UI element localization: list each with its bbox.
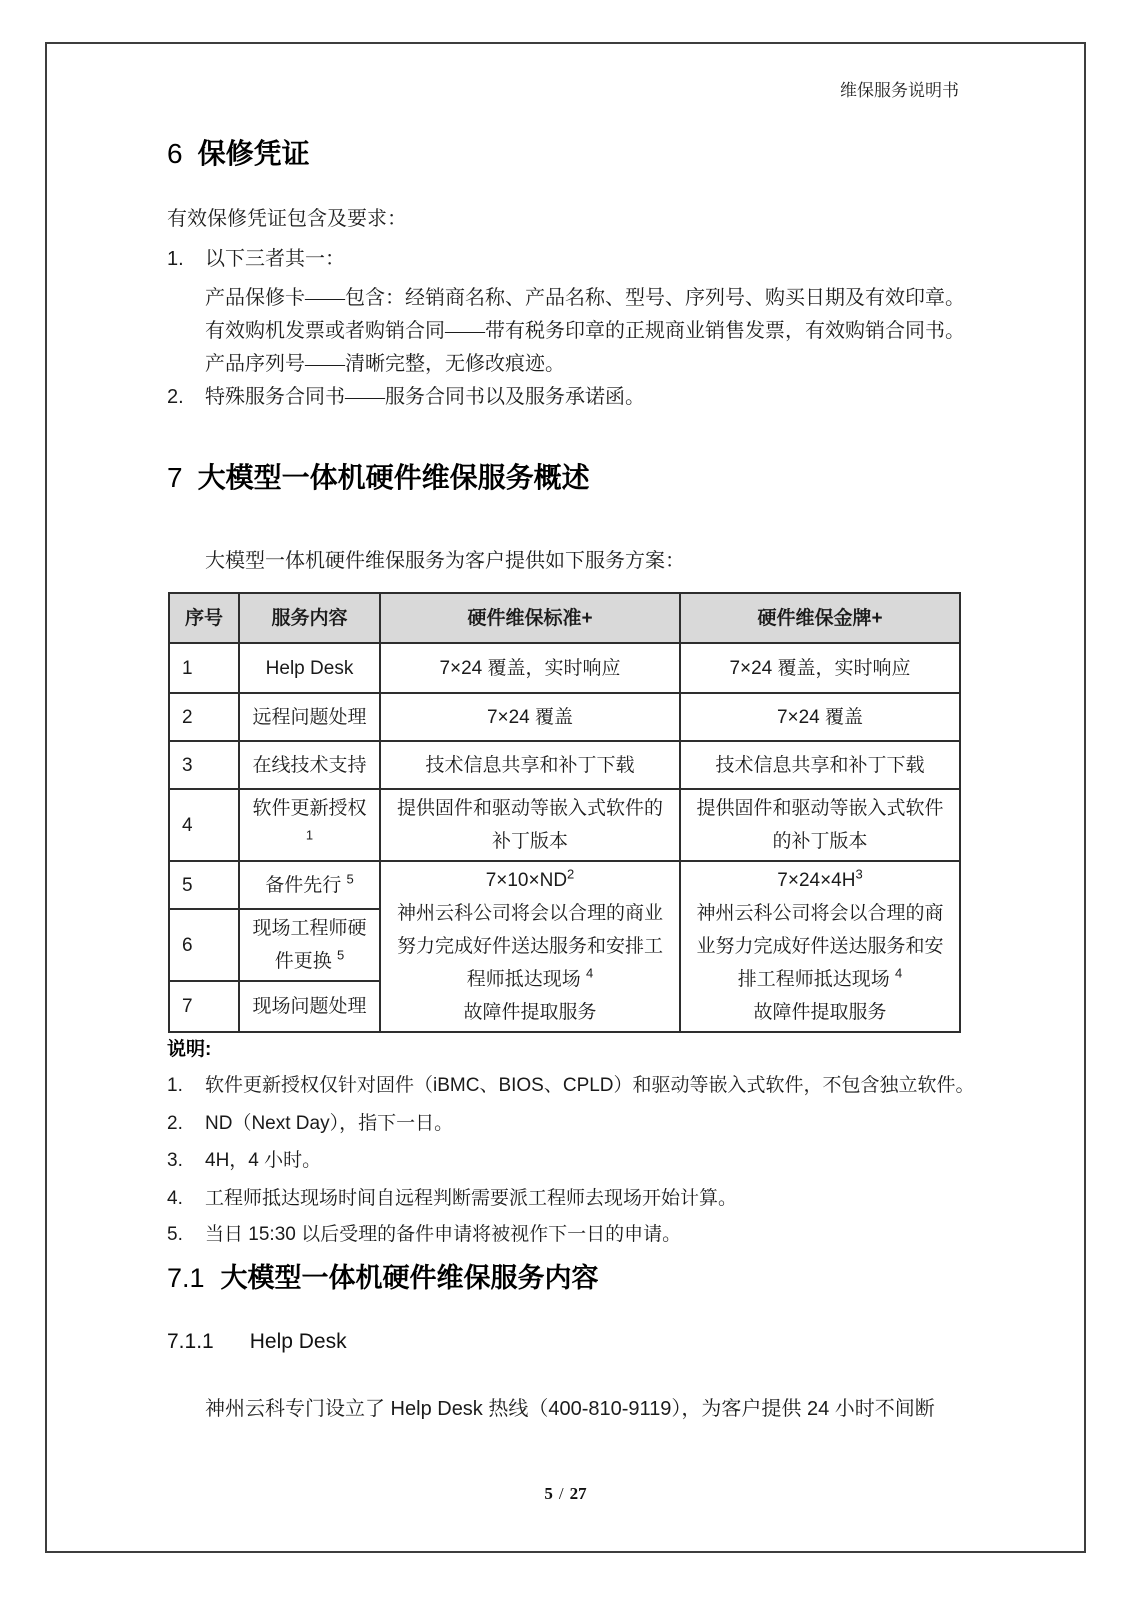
section7-1-1-number: 7.1.1 [167,1330,214,1353]
cell-line: 努力完成好件送达服务和安排工 [396,936,663,957]
section6-title: 保修凭证 [197,138,310,169]
section7-1-1-heading [167,1330,347,1354]
table-row [169,789,960,861]
list-number: 1. [167,248,184,270]
table-row [169,643,960,693]
cell-no: 7 [169,981,239,1032]
section7-1-1-paragraph: 神州云科专门设立了 Help Desk 热线（400-810-9119），为客户提供 24 小时不间断 [205,1398,935,1420]
section6-item-1 [167,242,345,271]
section7-intro: 大模型一体机硬件维保服务为客户提供如下服务方案： [205,550,685,572]
subparagraph-line: 产品保修卡——包含：经销商名称、产品名称、型号、序列号、购买日期及有效印章。 [205,287,965,309]
cell-line: 排工程师抵达现场 [737,969,896,990]
col-header-service: 服务内容 [239,593,380,643]
cell-line: 神州云科公司将会以合理的商 [696,903,944,924]
cell-text: 软件更新授权 [252,798,367,819]
section7-1-1-title: Help Desk [249,1330,347,1353]
cell-line: 补丁版本 [491,831,568,852]
cell-standard: 7×24 覆盖，实时响应 [380,643,680,693]
cell-service [239,789,380,861]
section6-subparagraph [205,282,965,381]
cell-line: 现场工程师硬 [252,918,367,939]
section6-number: 6 [167,138,183,169]
page-header-right: 维保服务说明书 [840,81,959,100]
section7-1-title: 大模型一体机硬件维保服务内容 [220,1263,599,1293]
list-text: 以下三者其一： [205,248,345,270]
footnote-ref: 2 [567,866,575,882]
cell-line: 提供固件和驱动等嵌入式软件的 [396,798,663,819]
section7-number: 7 [167,462,183,493]
cell-service: 在线技术支持 [239,741,380,789]
cell-service: 远程问题处理 [239,693,380,741]
cell-no: 4 [169,789,239,861]
table-row [169,861,960,909]
cell-line: 的补丁版本 [772,831,868,852]
cell-gold: 技术信息共享和补丁下载 [680,741,960,789]
section7-1-heading [167,1256,599,1295]
notes-title: 说明: [167,1039,212,1060]
note-item [167,1145,321,1172]
note-item [167,1183,737,1210]
cell-standard-merged [380,861,680,1032]
note-number: 4. [167,1188,183,1209]
section7-1-number: 7.1 [167,1263,205,1293]
table-row [169,693,960,741]
cell-line: 7×10×ND [485,870,568,891]
footnote-ref: 3 [855,866,863,882]
footnote-ref: 5 [337,947,345,963]
cell-service: Help Desk [239,643,380,693]
cell-line: 业努力完成好件送达服务和安 [696,936,944,957]
section6-intro: 有效保修凭证包含及要求： [167,208,407,230]
cell-line: 程师抵达现场 [466,969,587,990]
page-number: 5 [544,1484,553,1503]
cell-no: 5 [169,861,239,909]
subparagraph-line: 有效购机发票或者购销合同——带有税务印章的正规商业销售发票，有效购销合同书。 [205,320,965,342]
cell-no: 6 [169,909,239,981]
cell-no: 1 [169,643,239,693]
section7-heading [167,456,590,496]
note-item [167,1070,975,1097]
cell-no: 2 [169,693,239,741]
note-text: 4H，4 小时。 [205,1150,322,1171]
cell-no: 3 [169,741,239,789]
section6-item-2 [167,380,645,409]
footnote-ref: 4 [895,965,903,981]
col-header-standard: 硬件维保标准+ [380,593,680,643]
note-text: 当日 15:30 以后受理的备件申请将被视作下一日的申请。 [205,1224,682,1245]
cell-line: 7×24×4H [777,870,856,891]
table-row [169,741,960,789]
page-total: 27 [569,1484,587,1503]
list-number: 2. [167,386,184,408]
page-footer [45,1484,1086,1504]
cell-standard: 技术信息共享和补丁下载 [380,741,680,789]
cell-gold [680,789,960,861]
list-text: 特殊服务合同书——服务合同书以及服务承诺函。 [205,386,645,408]
section6-heading [167,132,310,172]
cell-standard [380,789,680,861]
col-header-gold: 硬件维保金牌+ [680,593,960,643]
note-text: 软件更新授权仅针对固件（iBMC、BIOS、CPLD）和驱动等嵌入式软件，不包含独立软件。 [205,1075,975,1096]
cell-line: 提供固件和驱动等嵌入式软件 [696,798,944,819]
page-separator: / [558,1484,564,1503]
cell-line: 故障件提取服务 [753,1002,887,1023]
cell-line: 神州云科公司将会以合理的商业 [396,903,663,924]
cell-service [239,909,380,981]
note-text: ND（Next Day），指下一日。 [205,1113,454,1134]
cell-line: 件更换 [274,951,338,972]
cell-service [239,861,380,909]
note-text: 工程师抵达现场时间自远程判断需要派工程师去现场开始计算。 [205,1188,738,1209]
service-plan-table [168,592,961,1033]
cell-standard: 7×24 覆盖 [380,693,680,741]
footnote-ref: 4 [586,965,594,981]
note-item [167,1108,453,1135]
note-number: 3. [167,1150,183,1171]
subparagraph-line: 产品序列号——清晰完整，无修改痕迹。 [205,353,565,375]
col-header-no: 序号 [169,593,239,643]
table-header-row [169,593,960,643]
footnote-ref: 5 [346,871,354,887]
note-item [167,1219,681,1246]
cell-gold-merged [680,861,960,1032]
cell-text: 备件先行 [265,874,347,896]
footnote-ref: 1 [305,827,314,843]
cell-service: 现场问题处理 [239,981,380,1032]
cell-gold: 7×24 覆盖 [680,693,960,741]
note-number: 2. [167,1113,183,1134]
section7-title: 大模型一体机硬件维保服务概述 [197,462,590,493]
note-number: 1. [167,1075,183,1096]
cell-gold: 7×24 覆盖，实时响应 [680,643,960,693]
note-number: 5. [167,1224,183,1245]
cell-line: 故障件提取服务 [463,1002,597,1023]
